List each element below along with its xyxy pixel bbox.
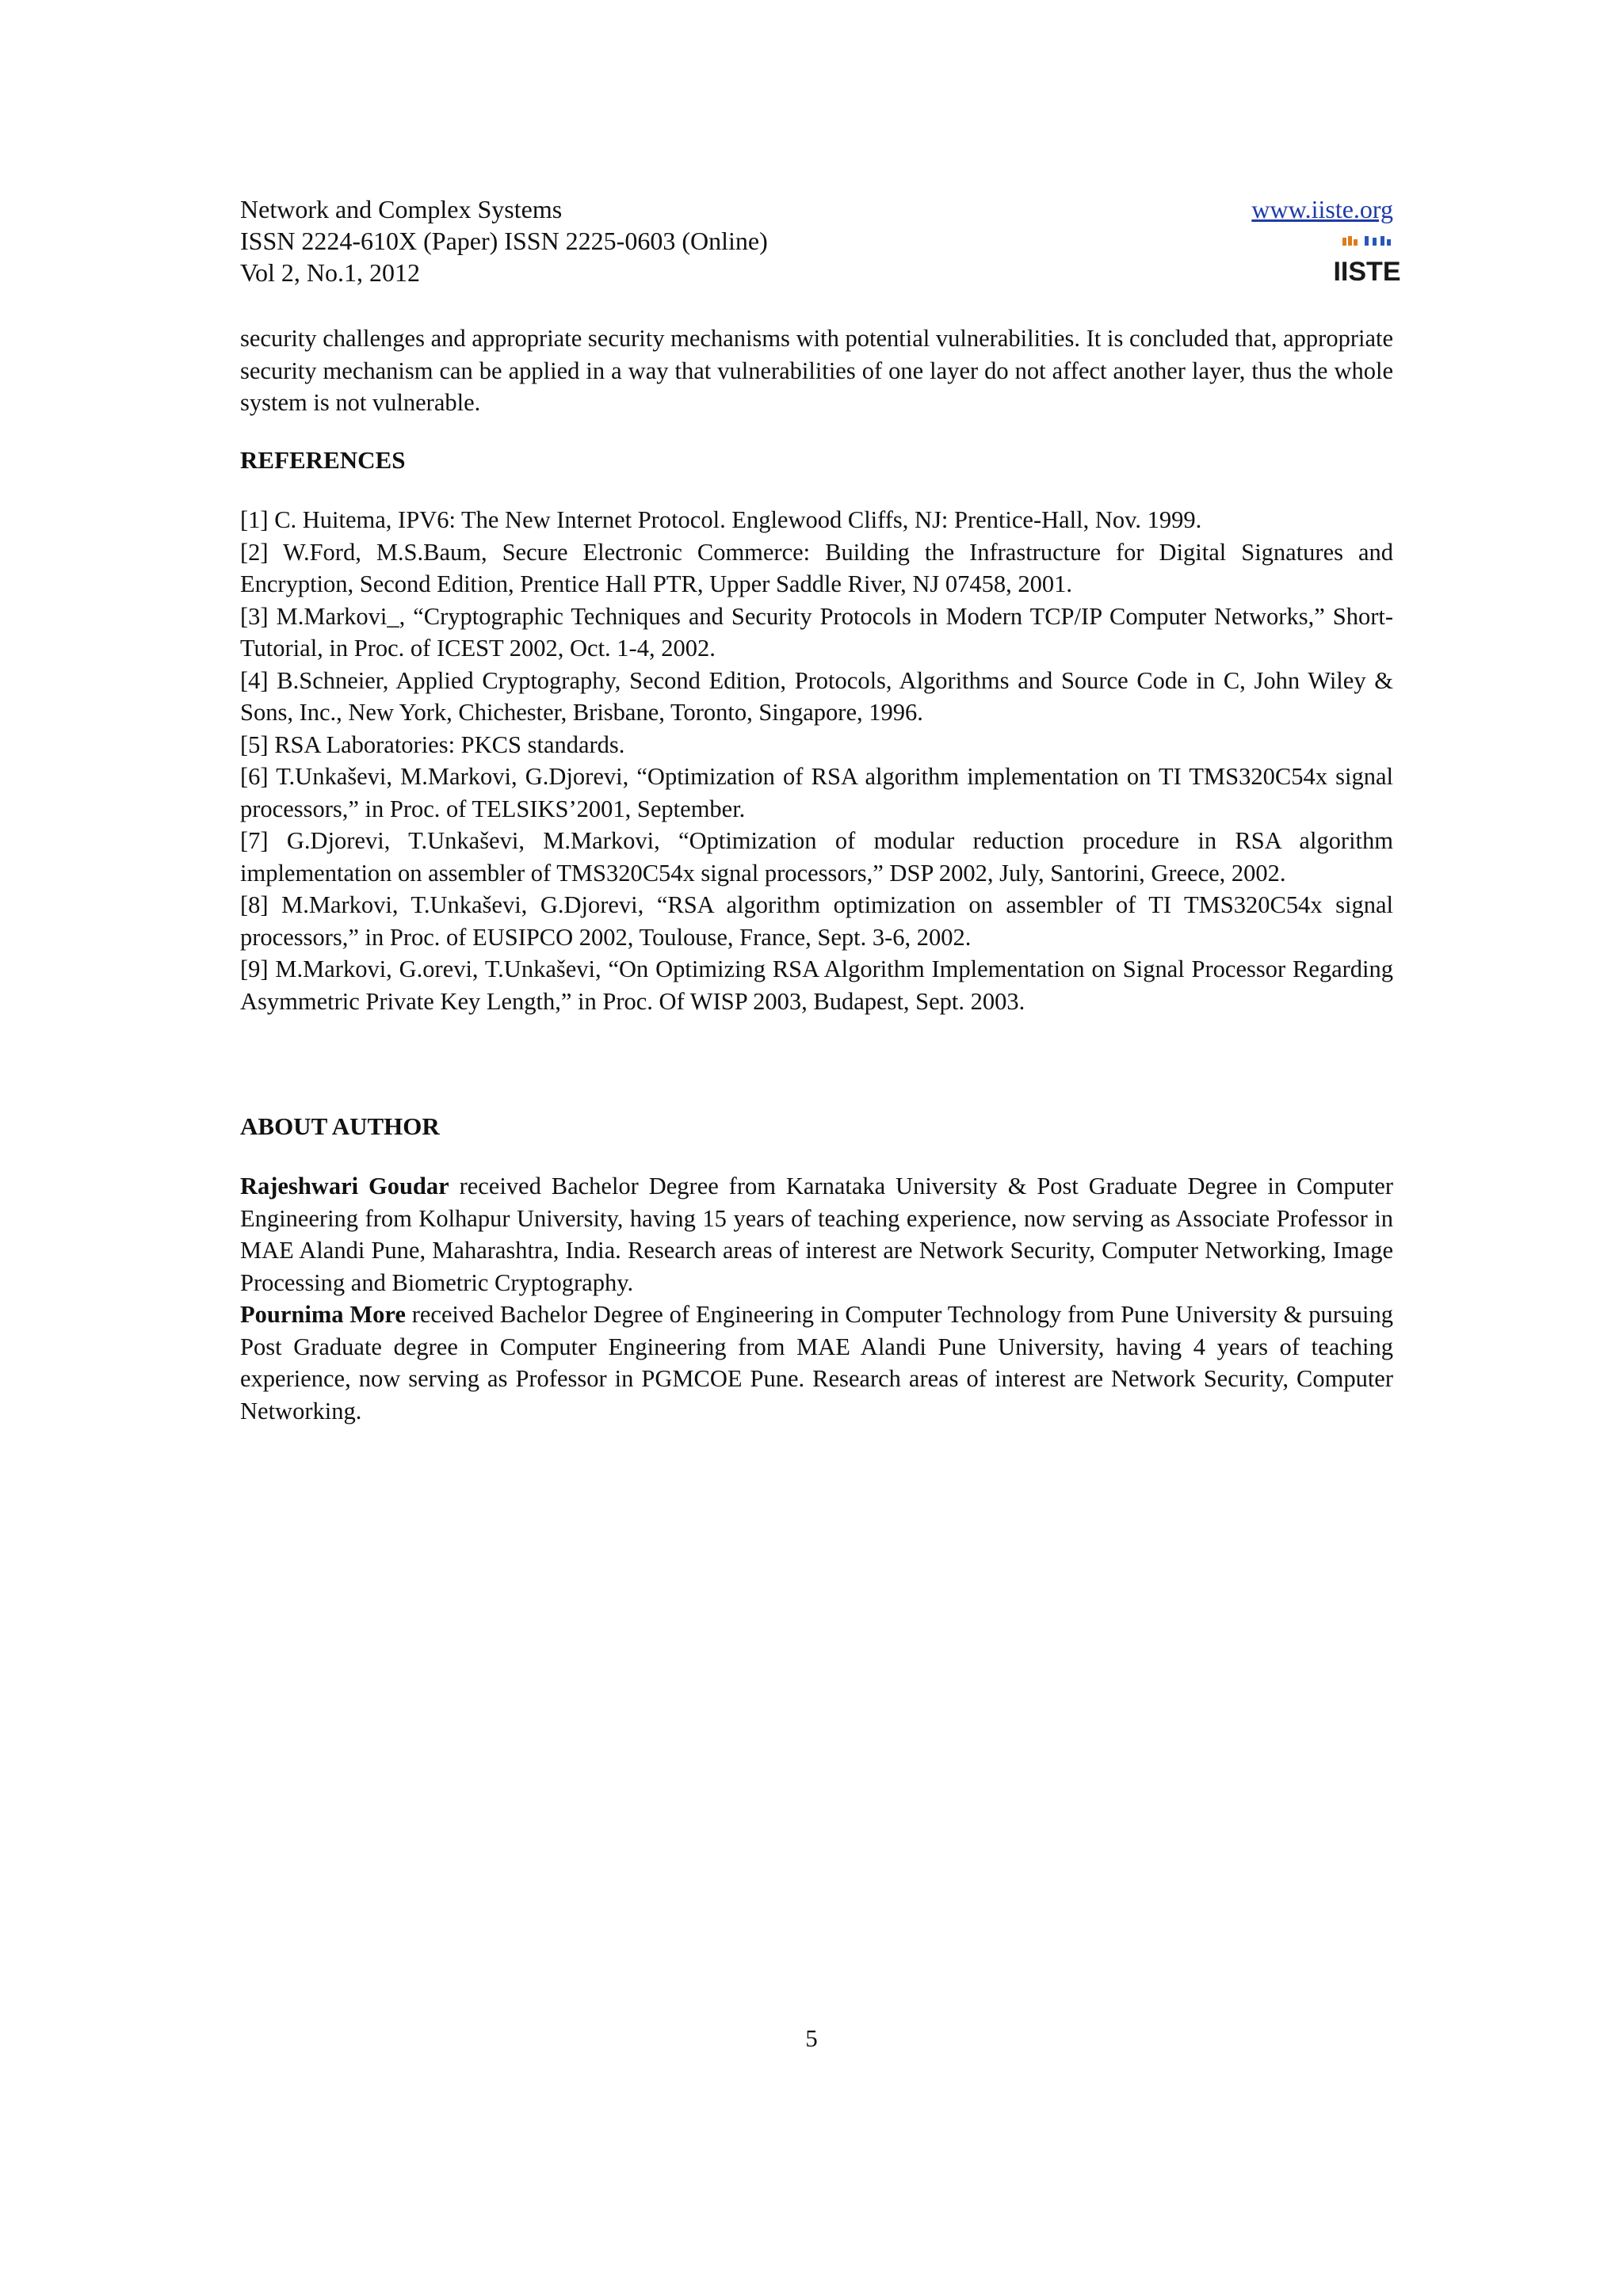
reference-item: [2] W.Ford, M.S.Baum, Secure Electronic Commerce: Building the Infrastructure for Digital Signatures and Encryption, Second Edition, Prentice Hall PTR, Upper Saddle River, NJ 07458, 2001. — [240, 538, 1393, 597]
reference-item: [3] M.Markovi_, “Cryptographic Techniques and Security Protocols in Modern TCP/IP Computer Networks,” Short- Tutorial, in Proc. of ICEST 2002, Oct. 1-4, 2002. — [240, 602, 1393, 662]
references-heading: REFERENCES — [240, 446, 406, 474]
author-bio — [240, 1170, 1393, 1299]
author-bio-text: received Bachelor Degree from Karnataka University & Post Graduate Degree in Computer Engineering from Kolhapur University, having 15 years of teaching experience, now serving as Associate Professor in MAE Alandi Pune, Maharashtra, India. Research areas of interest are Network Security, Computer Networking, Image Processing and Biometric Cryptography. — [240, 1173, 1393, 1296]
intro-text: security challenges and appropriate security mechanisms with potential vulnerabilities. It is concluded that, appropriate security mechanism can be applied in a way that vulnerabilities of one layer do not affect another layer, thus the whole system is not vulnerable. — [240, 325, 1393, 416]
reference-item: [5] RSA Laboratories: PKCS standards. — [240, 730, 625, 758]
author-name: Pournima More — [240, 1301, 406, 1328]
page-number: 5 — [805, 2024, 818, 2052]
reference-item: [9] M.Markovi, G.orevi, T.Unkaševi, “On Optimizing RSA Algorithm Implementation on Signal Processor Regarding Asymmetric Private Key Length,” in Proc. Of WISP 2003, Budapest, Sept. 2003. — [240, 955, 1393, 1015]
journal-issn: ISSN 2224-610X (Paper) ISSN 2225-0603 (Online) — [240, 227, 768, 255]
reference-list — [240, 504, 1393, 1017]
iiste-logo — [1333, 235, 1401, 287]
author-name: Rajeshwari Goudar — [240, 1173, 449, 1199]
journal-volume: Vol 2, No.1, 2012 — [240, 258, 420, 287]
intro-paragraph — [240, 322, 1393, 419]
reference-item: [7] G.Djorevi, T.Unkaševi, M.Markovi, “Optimization of modular reduction procedure in RSA algorithm implementation on assembler of TMS320C54x signal processors,” DSP 2002, July, Santorini, Greece, 2002. — [240, 827, 1393, 887]
author-bio — [240, 1299, 1393, 1427]
reference-item: [8] M.Markovi, T.Unkaševi, G.Djorevi, “RSA algorithm optimization on assembler of TI TMS320C54x signal processors,” in Proc. of EUSIPCO 2002, Toulouse, France, Sept. 3-6, 2002. — [240, 891, 1393, 951]
author-bio-text: received Bachelor Degree of Engineering in Computer Technology from Pune University & pursuing Post Graduate degree in Computer Engineering from MAE Alandi Pune University, having 4 years of teaching experience, now serving as Professor in PGMCOE Pune. Research areas of interest are Network Security, Computer Networking. — [240, 1301, 1393, 1425]
about-author-section — [240, 1170, 1393, 1427]
journal-url-link[interactable]: www.iiste.org — [1251, 195, 1393, 223]
journal-info — [240, 193, 1112, 288]
reference-item: [1] C. Huitema, IPV6: The New Internet Protocol. Englewood Cliffs, NJ: Prentice-Hall, Nov. 1999. — [240, 506, 1202, 533]
reference-item: [4] B.Schneier, Applied Cryptography, Second Edition, Protocols, Algorithms and Source Code in C, John Wiley & Sons, Inc., New York, Chichester, Brisbane, Toronto, Singapore, 1996. — [240, 666, 1393, 726]
logo-text: IISTE — [1333, 257, 1401, 287]
reference-item: [6] T.Unkaševi, M.Markovi, G.Djorevi, “Optimization of RSA algorithm implementation on TI TMS320C54x signal processors,” in Proc. of TELSIKS’2001, September. — [240, 763, 1393, 822]
about-author-heading: ABOUT AUTHOR — [240, 1112, 440, 1140]
journal-name: Network and Complex Systems — [240, 195, 563, 223]
